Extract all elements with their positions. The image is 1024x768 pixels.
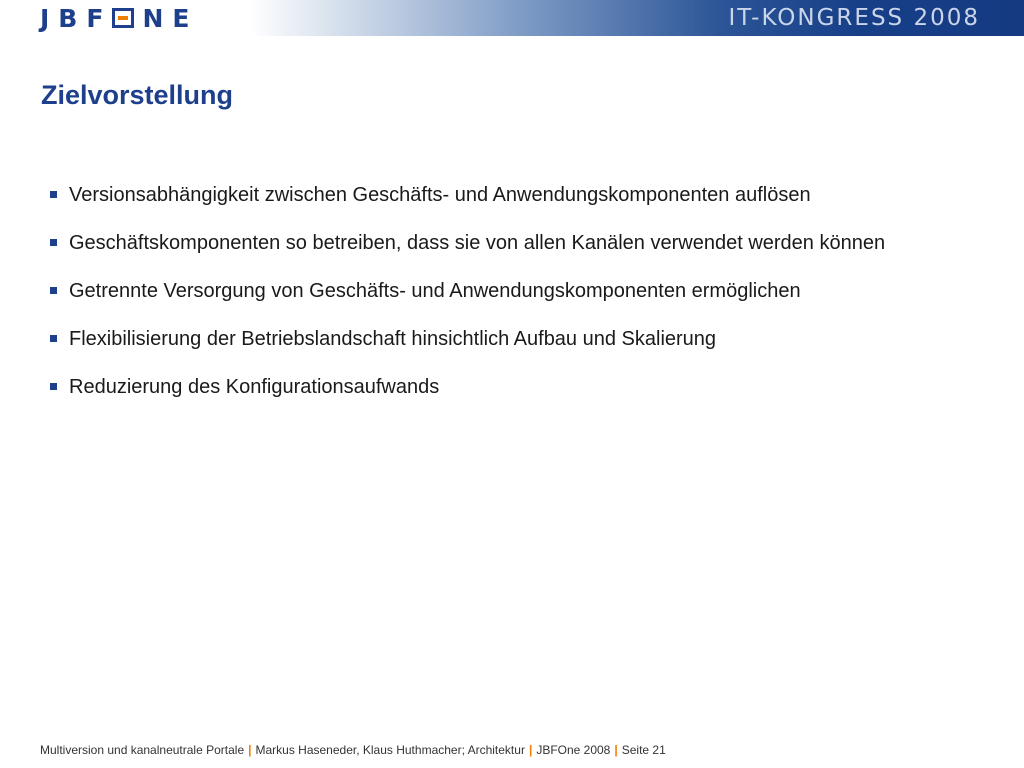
square-bullet-icon (50, 239, 57, 246)
footer-event: JBFOne 2008 (536, 743, 611, 757)
logo-text-left: JBF (40, 3, 113, 33)
bullet-text: Versionsabhängigkeit zwischen Geschäfts- und Anwendungskomponenten auflösen (69, 184, 811, 206)
jbfone-logo (40, 4, 198, 32)
footer-page-number: Seite 21 (621, 743, 666, 757)
event-title: IT-KONGRESS 2008 (728, 5, 980, 31)
logo-text-right: NE (142, 3, 199, 33)
footer-topic: Multiversion und kanalneutrale Portale (40, 743, 245, 757)
bullet-text: Flexibilisierung der Betriebslandschaft hinsichtlich Aufbau und Skalierung (69, 328, 717, 350)
bullet-list (50, 181, 950, 421)
footer (40, 743, 666, 757)
square-bullet-icon (50, 287, 57, 294)
bullet-text: Getrennte Versorgung von Geschäfts- und Anwendungskomponenten ermöglichen (69, 280, 801, 302)
footer-separator: | (248, 743, 252, 757)
footer-separator: | (614, 743, 618, 757)
bullet-item (50, 181, 950, 209)
footer-authors: Markus Haseneder, Klaus Huthmacher; Architektur (255, 743, 525, 757)
square-bullet-icon (50, 335, 57, 342)
logo-o-mark (112, 8, 134, 28)
bullet-text: Reduzierung des Konfigurationsaufwands (69, 376, 440, 398)
bullet-item (50, 277, 950, 305)
bullet-item (50, 325, 950, 353)
header-band (0, 0, 1024, 36)
footer-separator: | (528, 743, 533, 757)
bullet-item (50, 373, 950, 401)
bullet-item (50, 229, 950, 257)
bullet-text: Geschäftskomponenten so betreiben, dass sie von allen Kanälen verwendet werden können (69, 232, 886, 254)
square-bullet-icon (50, 383, 57, 390)
square-bullet-icon (50, 191, 57, 198)
page-title: Zielvorstellung (41, 80, 234, 110)
